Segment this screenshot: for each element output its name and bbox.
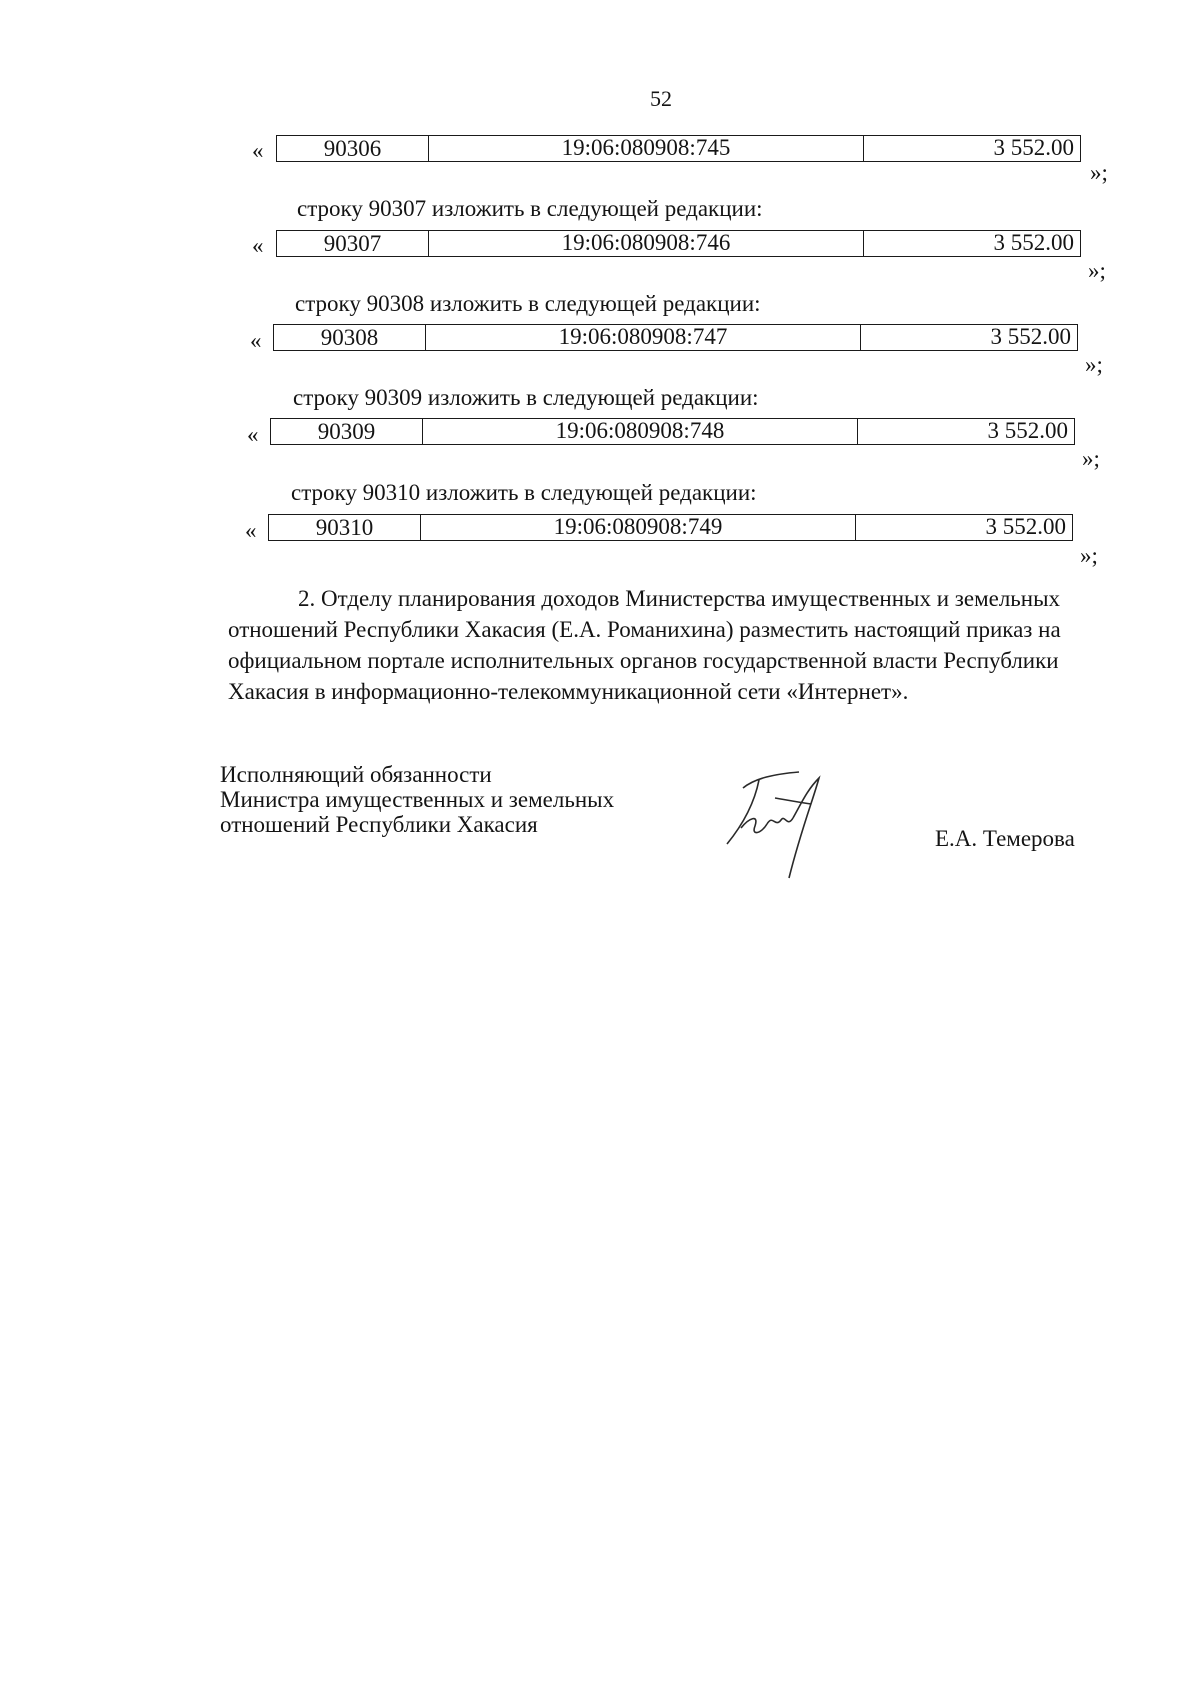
row-amount: 3 552.00 — [985, 514, 1066, 539]
quote-close: »; — [1088, 258, 1106, 283]
row-amount: 3 552.00 — [993, 230, 1074, 255]
row-code: 90308 — [274, 325, 426, 350]
row-code: 90307 — [277, 231, 429, 256]
paragraph-line: отношений Республики Хакасия (Е.А. Романихина) разместить настоящий приказ на — [228, 617, 1061, 642]
row-cadastral-number: 19:06:080908:747 — [426, 325, 861, 350]
quote-open: « — [250, 328, 262, 353]
row-cadastral-number: 19:06:080908:749 — [421, 515, 856, 540]
signatory-name: Е.А. Темерова — [935, 826, 1075, 851]
instruction-line: строку 90307 изложить в следующей редакции: — [297, 196, 763, 221]
handwritten-signature — [715, 770, 835, 885]
row-code: 90306 — [277, 136, 429, 161]
quote-open: « — [252, 233, 264, 258]
quote-close: »; — [1082, 446, 1100, 471]
paragraph-line: Хакасия в информационно-телекоммуникационной сети «Интернет». — [228, 679, 909, 704]
quote-open: « — [245, 518, 257, 543]
table-row — [273, 324, 1078, 351]
instruction-line: строку 90308 изложить в следующей редакции: — [295, 291, 761, 316]
table-row — [276, 230, 1081, 257]
quote-open: « — [252, 138, 264, 163]
row-cadastral-number: 19:06:080908:746 — [429, 231, 864, 256]
quote-close: »; — [1085, 352, 1103, 377]
signatory-position: отношений Республики Хакасия — [220, 812, 538, 837]
quote-close: »; — [1090, 160, 1108, 185]
page-number: 52 — [650, 86, 672, 111]
instruction-line: строку 90310 изложить в следующей редакции: — [291, 480, 757, 505]
table-row — [270, 418, 1075, 445]
row-code: 90309 — [271, 419, 423, 444]
paragraph-line: 2. Отделу планирования доходов Министерства имущественных и земельных — [298, 586, 1061, 611]
table-row — [268, 514, 1073, 541]
quote-open: « — [247, 422, 259, 447]
signatory-position: Министра имущественных и земельных — [220, 787, 615, 812]
row-amount: 3 552.00 — [993, 135, 1074, 160]
signatory-position: Исполняющий обязанности — [220, 762, 492, 787]
table-row — [276, 135, 1081, 162]
row-amount: 3 552.00 — [987, 418, 1068, 443]
instruction-line: строку 90309 изложить в следующей редакции: — [293, 385, 759, 410]
row-cadastral-number: 19:06:080908:745 — [429, 136, 864, 161]
quote-close: »; — [1080, 543, 1098, 568]
paragraph-line: официальном портале исполнительных органов государственной власти Республики — [228, 648, 1059, 673]
row-amount: 3 552.00 — [990, 324, 1071, 349]
row-cadastral-number: 19:06:080908:748 — [423, 419, 858, 444]
row-code: 90310 — [269, 515, 421, 540]
